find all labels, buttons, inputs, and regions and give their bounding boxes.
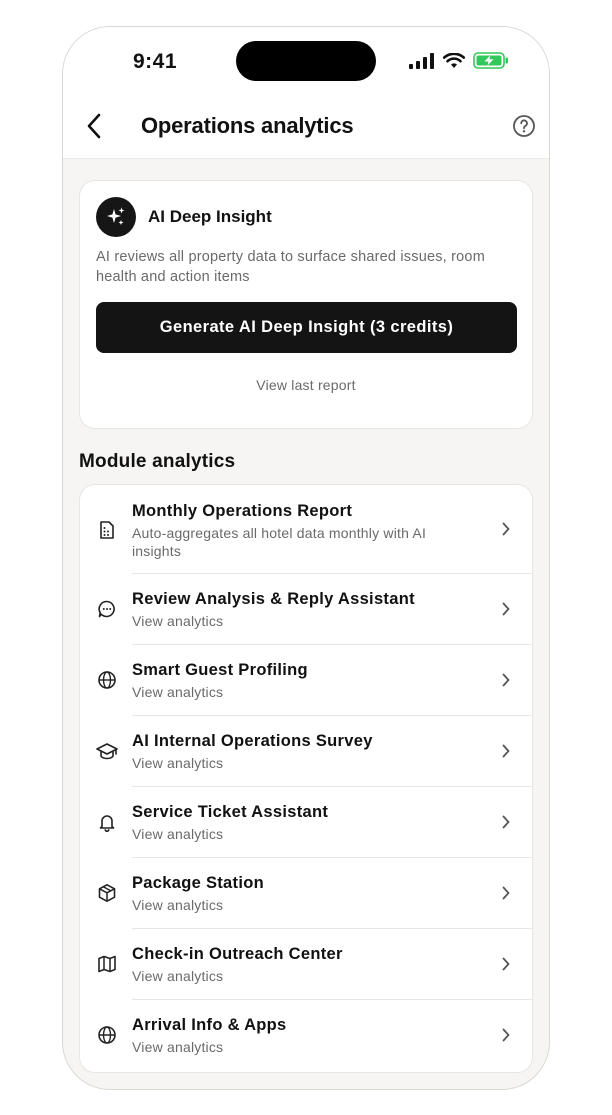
- package-icon: [96, 882, 118, 904]
- status-time: 9:41: [133, 50, 178, 73]
- ai-card-title: AI Deep Insight: [148, 207, 272, 226]
- chat-bubble-icon: [96, 598, 118, 620]
- top-bar: [63, 27, 549, 159]
- chevron-right-icon: [498, 885, 514, 901]
- module-row-review-analysis[interactable]: [80, 574, 532, 645]
- help-button[interactable]: [511, 113, 537, 139]
- sparkles-icon: [96, 197, 136, 237]
- generate-insight-button[interactable]: Generate AI Deep Insight (3 credits): [96, 302, 517, 353]
- module-title: Package Station: [132, 874, 264, 892]
- module-title: AI Internal Operations Survey: [132, 732, 373, 750]
- chevron-right-icon: [498, 814, 514, 830]
- globe-icon: [96, 1024, 118, 1046]
- module-row-service-ticket-assistant[interactable]: [80, 787, 532, 858]
- globe-icon: [96, 669, 118, 691]
- chevron-right-icon: [498, 956, 514, 972]
- dynamic-island: [236, 41, 376, 81]
- module-row-arrival-info[interactable]: [80, 1000, 532, 1071]
- help-circle-icon: [512, 114, 536, 138]
- module-row-package-station[interactable]: [80, 858, 532, 929]
- back-button[interactable]: [79, 111, 109, 141]
- module-title: Smart Guest Profiling: [132, 661, 308, 679]
- ai-deep-insight-card: [79, 180, 533, 429]
- module-row-monthly-operations-report[interactable]: [80, 485, 532, 574]
- chevron-left-icon: [86, 113, 102, 139]
- module-title: Check-in Outreach Center: [132, 945, 343, 963]
- graduation-cap-icon: [96, 740, 118, 762]
- module-title: Monthly Operations Report: [132, 502, 353, 520]
- phone-frame: [62, 26, 550, 1090]
- battery-charging-icon: [473, 52, 509, 69]
- module-analytics-heading: Module analytics: [79, 451, 236, 472]
- module-list: [79, 484, 533, 1073]
- module-subtitle: View analytics: [132, 968, 224, 984]
- module-row-check-in-outreach[interactable]: [80, 929, 532, 1000]
- module-subtitle: View analytics: [132, 897, 224, 913]
- page-title: Operations analytics: [141, 113, 354, 138]
- map-icon: [96, 953, 118, 975]
- report-icon: [96, 519, 118, 541]
- chevron-right-icon: [498, 672, 514, 688]
- module-title: Arrival Info & Apps: [132, 1016, 287, 1034]
- module-subtitle: View analytics: [132, 826, 224, 842]
- chevron-right-icon: [498, 601, 514, 617]
- module-row-ai-internal-survey[interactable]: [80, 716, 532, 787]
- module-subtitle: View analytics: [132, 684, 224, 700]
- module-title: Service Ticket Assistant: [132, 803, 329, 821]
- module-subtitle: View analytics: [132, 1039, 224, 1055]
- wifi-icon: [443, 53, 465, 69]
- chevron-right-icon: [498, 521, 514, 537]
- chevron-right-icon: [498, 1027, 514, 1043]
- chevron-right-icon: [498, 743, 514, 759]
- status-icons: [409, 52, 509, 69]
- module-subtitle: View analytics: [132, 613, 224, 629]
- ai-card-description: AI reviews all property data to surface shared issues, room health and action items: [96, 249, 485, 285]
- module-subtitle: View analytics: [132, 755, 224, 771]
- module-row-smart-guest-profiling[interactable]: [80, 645, 532, 716]
- module-title: Review Analysis & Reply Assistant: [132, 590, 415, 608]
- view-last-report-link[interactable]: View last report: [256, 377, 356, 393]
- bell-icon: [96, 811, 118, 833]
- module-subtitle: Auto-aggregates all hotel data monthly with AI insights: [132, 525, 427, 559]
- cellular-signal-icon: [409, 53, 435, 69]
